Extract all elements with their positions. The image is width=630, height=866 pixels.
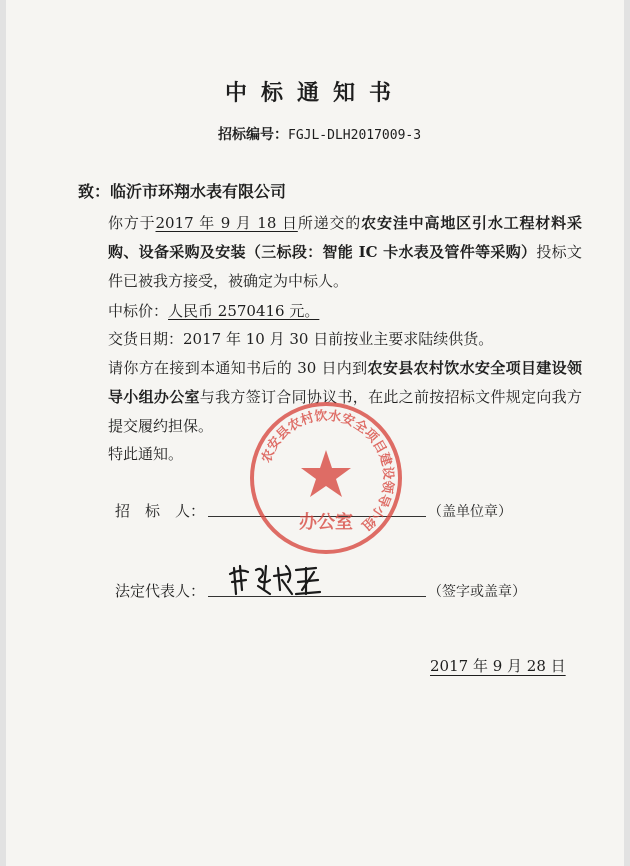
leading-group-office: 农安县农村饮水安全项目建设领导小组办公室 — [108, 359, 582, 406]
para1-b: 所递交的 — [297, 214, 362, 232]
scan-left-edge — [0, 0, 6, 866]
bid-price-value: 人民币 2570416 元。 — [168, 302, 320, 320]
tenderer-label: 招 标 人： — [115, 502, 206, 520]
addressee-label: 致： — [78, 182, 111, 201]
para1-a: 你方于 — [108, 214, 156, 232]
tenderer-seal-note: （盖单位章） — [428, 504, 512, 520]
tender-number — [218, 124, 421, 144]
seal-center-text: 办公室 — [299, 512, 353, 533]
scan-right-edge — [624, 0, 630, 866]
seal-ring-text: 农安县农村饮水安全项目建设领导小组 — [259, 408, 396, 533]
acceptance-paragraph — [78, 209, 582, 296]
para3-b: 与我方签订合同协议书，在此之前按招标文件规定向我方提交履约担保。 — [108, 388, 582, 435]
submission-date: 2017 年 9 月 18 日 — [155, 214, 298, 232]
legal-rep-sign-note: （签字或盖章） — [428, 584, 526, 600]
project-name: 农安洼中高地区引水工程材料采购、设备采购及安装（三标段：智能 IC 卡水表及管件等采购） — [108, 214, 582, 261]
issue-date-text: 2017 年 9 月 28 日 — [430, 657, 566, 675]
closing-notice: 特此通知。 — [108, 445, 184, 463]
addressee-company: 临沂市环翔水表有限公司 — [110, 182, 287, 201]
bid-price-line — [78, 297, 582, 326]
issue-date — [430, 655, 566, 676]
seal-star-icon — [301, 450, 351, 497]
official-seal-icon — [246, 398, 406, 558]
legal-rep-label: 法定代表人： — [115, 582, 206, 600]
tender-number-label: 招标编号： — [218, 127, 288, 143]
para1-c: 投标文件已被我方接受，被确定为中标人。 — [108, 243, 582, 290]
addressee — [78, 179, 286, 202]
handwritten-signature-icon — [226, 560, 326, 600]
para3-a: 请你方在接到本通知书后的 30 日内到 — [108, 359, 368, 377]
bid-price-label: 中标价： — [108, 302, 169, 320]
delivery-date-line: 交货日期：2017 年 10 月 30 日前按业主要求陆续供货。 — [108, 330, 494, 348]
document-title: 中标通知书 — [224, 81, 405, 106]
tender-number-value: FGJL-DLH2017009-3 — [288, 128, 422, 143]
